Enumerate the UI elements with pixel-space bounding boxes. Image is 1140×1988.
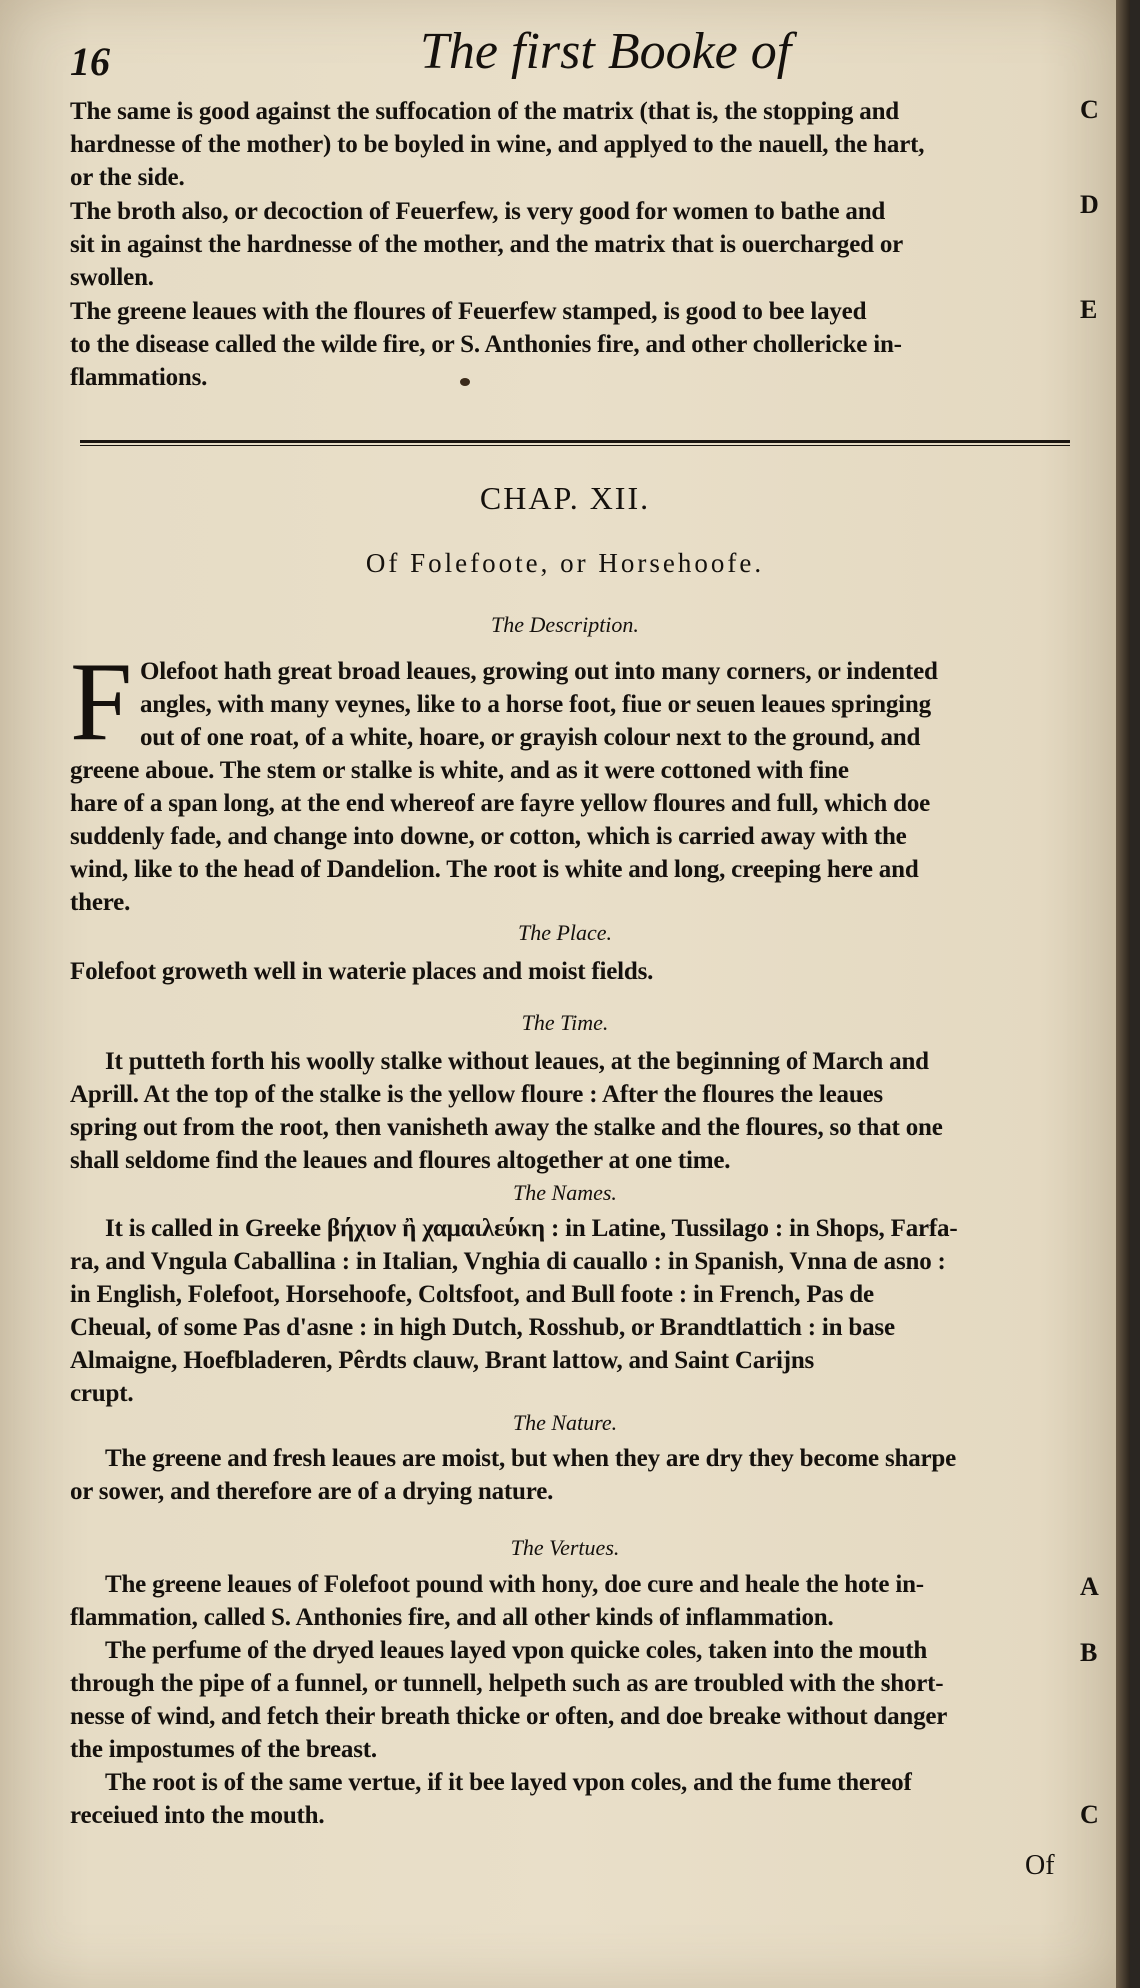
paragraph-place [70, 955, 1070, 988]
catchword: Of [1025, 1850, 1055, 1881]
paragraph-broth [70, 195, 1070, 294]
paragraph-description [70, 655, 1070, 919]
margin-letter: B [1080, 1638, 1098, 1667]
text-line: sit in against the hardnesse of the mother, and the matrix that is ouercharged or [70, 231, 904, 258]
text-line: It putteth forth his woolly stalke without leaues, at the beginning of March and [105, 1048, 929, 1075]
text-line: shall seldome find the leaues and floures altogether at one time. [70, 1147, 731, 1174]
margin-letter: D [1080, 190, 1099, 219]
text-line: The greene leaues with the floures of Feuerfew stamped, is good to bee layed [70, 298, 867, 325]
text-line: in English, Folefoot, Horsehoofe, Coltsfoot, and Bull foote : in French, Pas de [70, 1281, 874, 1308]
section-heading-nature: The Nature. [512, 1410, 618, 1435]
text-line: or the side. [70, 164, 185, 191]
text-line: suddenly fade, and change into downe, or cotton, which is carried away with the [70, 823, 907, 850]
drop-cap: F [70, 640, 133, 764]
text-line: there. [70, 889, 131, 916]
ink-spot [460, 378, 470, 386]
text-line: Folefoot groweth well in waterie places and moist fields. [70, 958, 654, 985]
text-line: through the pipe of a funnel, or tunnell, helpeth such as are troubled with the short- [70, 1670, 944, 1697]
section-heading-names: The Names. [513, 1180, 617, 1205]
paragraph-nature [70, 1442, 1070, 1508]
text-line: Aprill. At the top of the stalke is the yellow floure : After the floures the leaues [70, 1081, 883, 1108]
text-line: out of one roat, of a white, hoare, or grayish colour next to the ground, and [140, 724, 921, 751]
text-line: angles, with many veynes, like to a horse foot, fiue or seuen leaues springing [140, 691, 931, 718]
text-line: flammation, called S. Anthonies fire, and all other kinds of inflammation. [70, 1604, 834, 1631]
section-rule [80, 440, 1070, 443]
text-line: The root is of the same vertue, if it bee layed vpon coles, and the fume thereof [105, 1769, 912, 1796]
text-line: The broth also, or decoction of Feuerfew, is very good for women to bathe and [70, 198, 886, 225]
text-line: Almaigne, Hoefbladeren, Pêrdts clauw, Brant lattow, and Saint Carijns [70, 1347, 815, 1374]
margin-letter: C [1080, 95, 1099, 124]
paragraph-green-leaves [70, 295, 1070, 394]
text-line: hardnesse of the mother) to be boyled in wine, and applyed to the nauell, the hart, [70, 131, 925, 158]
margin-letter: E [1080, 295, 1098, 324]
text-line: flammations. [70, 364, 208, 391]
paragraph-names [70, 1212, 1070, 1410]
text-line: wind, like to the head of Dandelion. The root is white and long, creeping here and [70, 856, 919, 883]
section-heading-description: The Description. [491, 612, 639, 637]
paragraph-suffocation [70, 95, 1070, 194]
section-heading-time: The Time. [521, 1010, 609, 1035]
page-number: 16 [70, 39, 110, 84]
text-line: receiued into the mouth. [70, 1802, 325, 1829]
text-line: The greene and fresh leaues are moist, but when they are dry they become sharpe [105, 1445, 957, 1472]
paragraph-vertues [70, 1568, 1070, 1832]
text-line: The perfume of the dryed leaues layed vpon quicke coles, taken into the mouth [105, 1637, 928, 1664]
section-heading-vertues: The Vertues. [510, 1535, 620, 1560]
running-title: The first Booke of [420, 23, 792, 80]
text-line: spring out from the root, then vanisheth away the stalke and the floures, so that one [70, 1114, 943, 1141]
text-line: ra, and Vngula Caballina : in Italian, Vnghia di cauallo : in Spanish, Vnna de asno : [70, 1248, 946, 1275]
margin-letter: A [1080, 1572, 1099, 1601]
text-line: Cheual, of some Pas d'asne : in high Dutch, Rosshub, or Brandtlattich : in base [70, 1314, 895, 1341]
text-line: The greene leaues of Folefoot pound with hony, doe cure and heale the hote in- [105, 1571, 924, 1598]
page-edge [1116, 0, 1130, 1988]
text-line: the impostumes of the breast. [70, 1736, 377, 1763]
text-line: swollen. [70, 264, 154, 291]
text-line: The same is good against the suffocation of the matrix (that is, the stopping and [70, 98, 899, 125]
text-line: greene aboue. The stem or stalke is white, and as it were cottoned with fine [70, 757, 849, 784]
chapter-number: CHAP. XII. [479, 480, 651, 516]
section-heading-place: The Place. [517, 920, 613, 945]
text-line: to the disease called the wilde fire, or S. Anthonies fire, and other chollericke in- [70, 331, 902, 358]
paragraph-time [70, 1045, 1070, 1177]
text-line: nesse of wind, and fetch their breath thicke or often, and doe breake without danger [70, 1703, 948, 1730]
text-line: hare of a span long, at the end whereof are fayre yellow floures and full, which doe [70, 790, 931, 817]
text-line: crupt. [70, 1380, 134, 1407]
text-line: It is called in Greeke βήχιον ἢ χαμαιλεύκη : in Latine, Tussilago : in Shops, Farfa- [105, 1215, 958, 1242]
margin-letter: C [1080, 1800, 1099, 1829]
text-line: or sower, and therefore are of a drying nature. [70, 1478, 554, 1505]
chapter-title: Of Folefoote, or Horsehoofe. [365, 548, 765, 578]
section-rule-thin [80, 445, 1070, 446]
text-line: Olefoot hath great broad leaues, growing out into many corners, or indented [140, 658, 938, 685]
